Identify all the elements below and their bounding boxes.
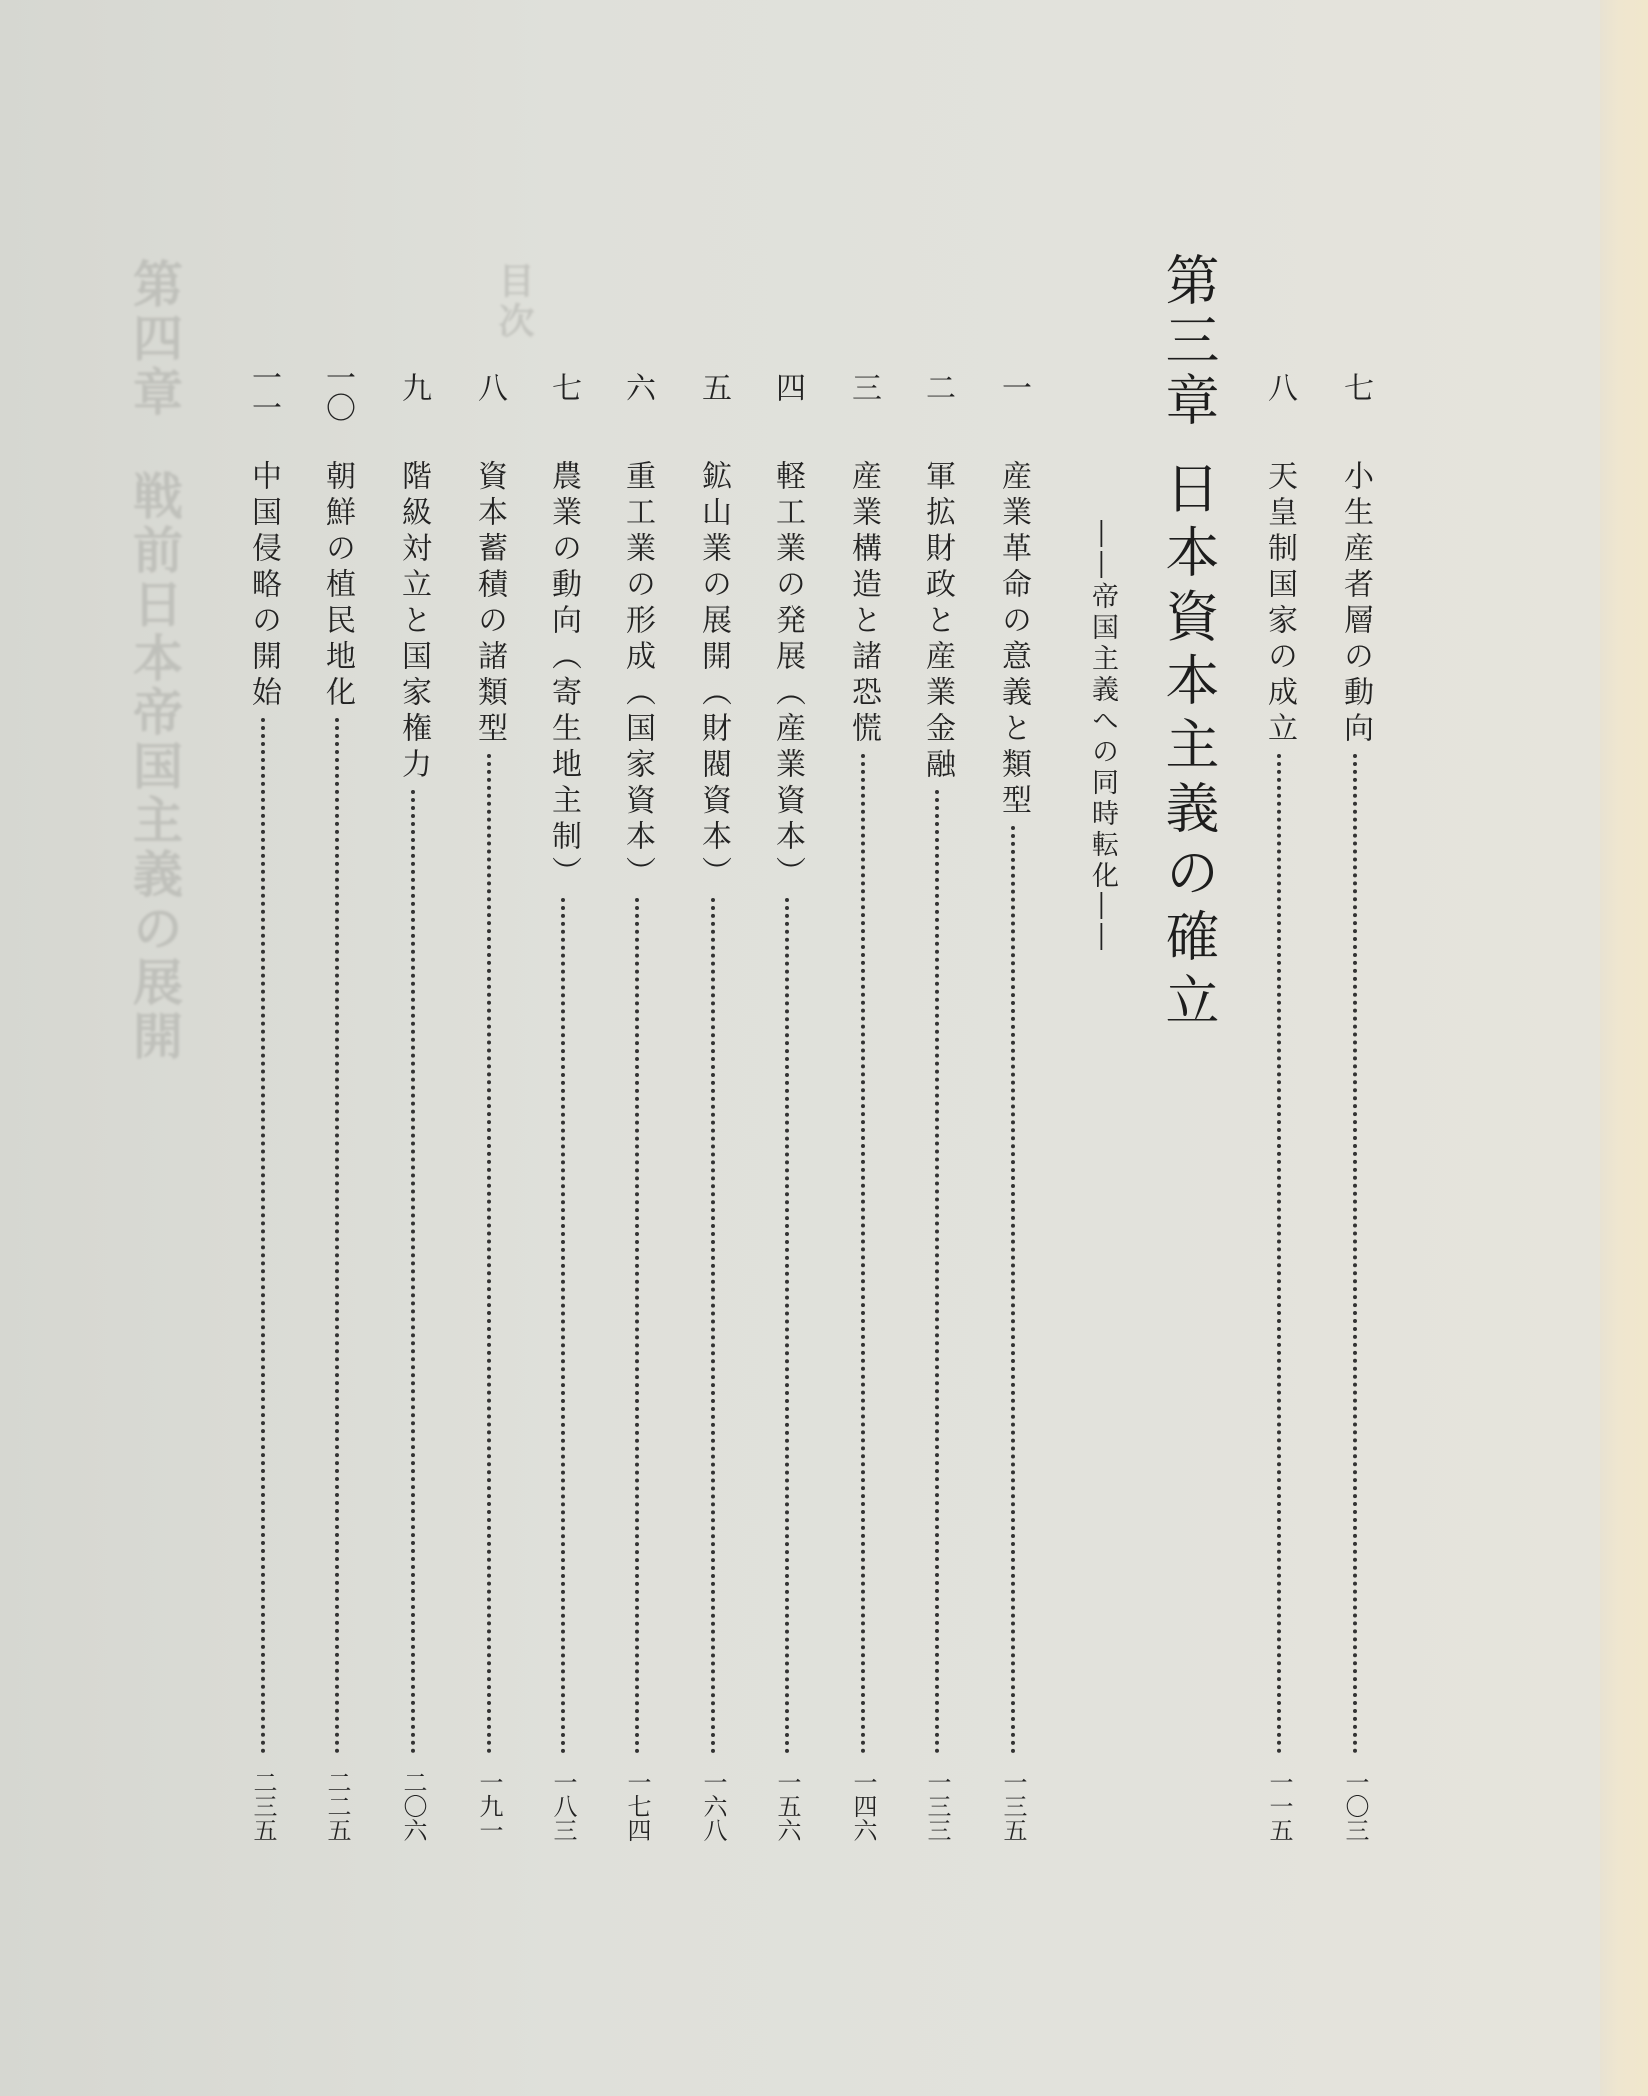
entry-page-number: 一五六 [773,1770,801,1842]
page-edge [1600,0,1648,2096]
entry-number: 一〇 [320,362,355,422]
toc-entry[interactable] [396,460,431,1760]
entry-number: 一一 [246,362,281,422]
entry-number: 一 [996,372,1031,402]
entry-number: 二 [920,372,955,402]
entry-page-number: 一三五 [999,1770,1027,1842]
dot-leader [635,898,639,1754]
entry-title: 産業革命の意義と類型 [996,460,1031,820]
toc-entry[interactable] [996,460,1031,1760]
toc-entry[interactable] [696,460,731,1760]
toc-entry[interactable] [320,460,355,1760]
entry-number: 四 [770,372,805,402]
toc-entry[interactable] [620,460,655,1760]
dot-leader [935,790,939,1754]
entry-page-number: 一〇三 [1341,1770,1369,1842]
entry-page-number: 一八三 [549,1770,577,1842]
toc-entry[interactable] [920,460,955,1760]
dot-leader [1277,754,1281,1754]
entry-page-number: 一三三 [923,1770,951,1842]
entry-title: 鉱山業の展開（財閥資本） [696,460,731,892]
toc-entry[interactable] [1262,460,1297,1760]
entry-title: 中国侵略の開始 [246,460,281,712]
dot-leader [1011,826,1015,1754]
chapter-label: 第三章 [1157,252,1220,432]
dot-leader [411,790,415,1754]
entry-page-number: 一九一 [475,1770,503,1842]
entry-number: 五 [696,372,731,402]
entry-page-number: 一一五 [1265,1770,1293,1842]
show-through-contents: 目次 [493,262,534,342]
dot-leader [561,898,565,1754]
dot-leader [261,718,265,1754]
entry-page-number: 二〇六 [399,1770,427,1842]
entry-page-number: 一四六 [849,1770,877,1842]
dot-leader [335,718,339,1754]
entry-number: 八 [1262,372,1297,402]
toc-entry[interactable] [1338,460,1373,1760]
entry-page-number: 二三五 [249,1770,277,1842]
chapter-subtitle: ――帝国主義への同時転化―― [1087,520,1118,954]
entry-title: 軽工業の発展（産業資本） [770,460,805,892]
toc-entry[interactable] [546,460,581,1760]
dot-leader [487,754,491,1754]
entry-title: 朝鮮の植民地化 [320,460,355,712]
entry-title: 天皇制国家の成立 [1262,460,1297,748]
dot-leader [1353,754,1357,1754]
dot-leader [861,754,865,1754]
entry-title: 小生産者層の動向 [1338,460,1373,748]
toc-entry[interactable] [472,460,507,1760]
toc-entry[interactable] [770,460,805,1760]
entry-number: 三 [846,372,881,402]
entry-number: 八 [472,372,507,402]
entry-title: 階級対立と国家権力 [396,460,431,784]
toc-entry[interactable] [846,460,881,1760]
entry-page-number: 二二五 [323,1770,351,1842]
show-through-title: 戦前日本帝国主義の展開 [125,470,183,1064]
entry-number: 七 [1338,372,1373,402]
dot-leader [711,898,715,1754]
entry-title: 産業構造と諸恐慌 [846,460,881,748]
entry-number: 七 [546,372,581,402]
entry-number: 九 [396,372,431,402]
entry-page-number: 一六八 [699,1770,727,1842]
show-through-chapter: 第四章 [125,258,183,420]
toc-entry[interactable] [246,460,281,1760]
entry-title: 農業の動向（寄生地主制） [546,460,581,892]
entry-title: 資本蓄積の諸類型 [472,460,507,748]
dot-leader [785,898,789,1754]
chapter-title: 日本資本主義の確立 [1157,460,1220,1036]
entry-page-number: 一七四 [623,1770,651,1842]
entry-number: 六 [620,372,655,402]
entry-title: 重工業の形成（国家資本） [620,460,655,892]
entry-title: 軍拡財政と産業金融 [920,460,955,784]
